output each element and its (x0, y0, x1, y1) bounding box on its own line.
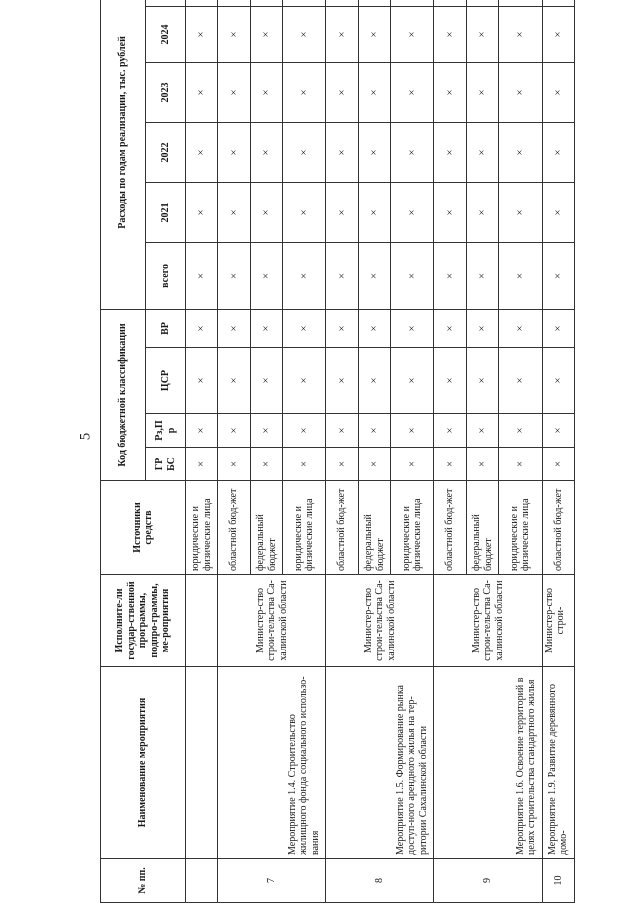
event-name: Мероприятие 1.6. Освоение территорий в целях строительства стандартного жилья (434, 667, 542, 859)
value-cell: × (186, 414, 218, 448)
value-cell (499, 0, 542, 6)
value-cell: × (499, 448, 542, 481)
value-cell: × (326, 348, 358, 414)
header-total: всего (146, 242, 186, 309)
value-cell: × (250, 448, 282, 481)
value-cell: × (358, 6, 390, 62)
executor: Министер-ство строи-тельства Са-халинской области (218, 575, 326, 667)
value-cell (250, 0, 282, 6)
value-cell: × (391, 122, 434, 182)
value-cell: × (358, 182, 390, 242)
value-cell: × (283, 62, 326, 122)
value-cell: × (499, 348, 542, 414)
value-cell: × (542, 448, 575, 481)
value-cell: × (326, 242, 358, 309)
value-cell: × (391, 309, 434, 347)
header-source: Источники средств (101, 481, 186, 575)
header-rzpr: Рз,П р (146, 414, 186, 448)
row-number (186, 859, 218, 903)
executor: Министер-ство строи-тельства Са-халинской области (326, 575, 434, 667)
funding-source: юридические и физические лица (283, 481, 326, 575)
value-cell: × (434, 309, 466, 347)
value-cell: × (186, 309, 218, 347)
value-cell: × (466, 448, 498, 481)
value-cell: × (218, 122, 250, 182)
funding-source: федеральный бюджет (466, 481, 498, 575)
event-name: Мероприятие 1.9. Развитие деревянного домо- (542, 667, 575, 859)
value-cell: × (434, 6, 466, 62)
value-cell: × (542, 122, 575, 182)
header-name: Наименование мероприятия (101, 667, 186, 859)
value-cell (326, 0, 358, 6)
header-csr: ЦСР (146, 348, 186, 414)
header-year-2021: 2021 (146, 182, 186, 242)
value-cell: × (434, 448, 466, 481)
value-cell: × (326, 182, 358, 242)
value-cell: × (434, 182, 466, 242)
executor: Министер-ство строи-тельства Са-халинской области (434, 575, 542, 667)
value-cell: × (283, 242, 326, 309)
rotated-page (100, 24, 575, 903)
value-cell: × (283, 414, 326, 448)
value-cell: × (186, 62, 218, 122)
funding-source: юридические и физические лица (391, 481, 434, 575)
value-cell: × (391, 62, 434, 122)
value-cell (391, 0, 434, 6)
value-cell: × (499, 6, 542, 62)
value-cell (466, 0, 498, 6)
value-cell (542, 0, 575, 6)
value-cell: × (391, 414, 434, 448)
value-cell: × (283, 348, 326, 414)
value-cell: × (499, 122, 542, 182)
value-cell: × (499, 242, 542, 309)
value-cell: × (250, 348, 282, 414)
value-cell (186, 0, 218, 6)
header-vr: ВР (146, 309, 186, 347)
table-row (218, 0, 250, 903)
table-row (326, 0, 358, 903)
value-cell: × (391, 348, 434, 414)
value-cell: × (283, 309, 326, 347)
header-executor: Исполните-ли государ-ственной программы, подпро-граммы, ме-роприятия (101, 575, 186, 667)
value-cell: × (326, 6, 358, 62)
value-cell (283, 0, 326, 6)
value-cell: × (283, 448, 326, 481)
event-name: Мероприятие 1.4. Строительство жилищного фонда социального использо-вания (218, 667, 326, 859)
value-cell: × (434, 122, 466, 182)
row-number: 9 (434, 859, 542, 903)
value-cell: × (466, 348, 498, 414)
value-cell: × (499, 182, 542, 242)
value-cell: × (250, 62, 282, 122)
value-cell: × (358, 414, 390, 448)
value-cell: × (391, 448, 434, 481)
row-number: 10 (542, 859, 575, 903)
value-cell: × (218, 348, 250, 414)
value-cell: × (250, 242, 282, 309)
value-cell: × (186, 6, 218, 62)
value-cell: × (283, 122, 326, 182)
event-name (186, 667, 218, 859)
value-cell: × (326, 62, 358, 122)
value-cell: × (218, 6, 250, 62)
value-cell: × (434, 348, 466, 414)
header-year-2024: 2024 (146, 6, 186, 62)
funding-source: федеральный бюджет (250, 481, 282, 575)
value-cell: × (358, 309, 390, 347)
value-cell: × (542, 62, 575, 122)
value-cell: × (542, 182, 575, 242)
value-cell: × (326, 448, 358, 481)
value-cell: × (542, 6, 575, 62)
value-cell: × (186, 348, 218, 414)
value-cell: × (250, 309, 282, 347)
funding-source: областной бюд-жет (218, 481, 250, 575)
value-cell: × (466, 182, 498, 242)
row-number: 7 (218, 859, 326, 903)
header-expenses: Расходы по годам реализации, тыс. рублей (101, 0, 146, 309)
table-body (186, 0, 575, 903)
value-cell: × (250, 414, 282, 448)
value-cell: × (218, 448, 250, 481)
value-cell: × (218, 414, 250, 448)
funding-source: юридические и физические лица (499, 481, 542, 575)
value-cell: × (358, 448, 390, 481)
value-cell: × (542, 242, 575, 309)
funding-source: федеральный бюджет (358, 481, 390, 575)
value-cell: × (391, 182, 434, 242)
executor (186, 575, 218, 667)
header-num: № пп. (101, 859, 186, 903)
value-cell: × (250, 182, 282, 242)
value-cell (358, 0, 390, 6)
header-grbs: ГР БС (146, 448, 186, 481)
value-cell: × (542, 348, 575, 414)
value-cell (434, 0, 466, 6)
value-cell: × (499, 414, 542, 448)
value-cell: × (466, 309, 498, 347)
value-cell: × (358, 62, 390, 122)
table-row (542, 0, 575, 903)
value-cell: × (466, 122, 498, 182)
value-cell: × (326, 414, 358, 448)
value-cell: × (283, 182, 326, 242)
value-cell: × (326, 122, 358, 182)
value-cell: × (466, 62, 498, 122)
header-year-2025 (146, 0, 186, 6)
value-cell: × (326, 309, 358, 347)
value-cell: × (466, 414, 498, 448)
value-cell: × (250, 6, 282, 62)
expenses-table (100, 0, 575, 903)
funding-source: областной бюд-жет (434, 481, 466, 575)
value-cell: × (434, 242, 466, 309)
value-cell: × (434, 62, 466, 122)
value-cell: × (434, 414, 466, 448)
table-row (186, 0, 218, 903)
value-cell: × (542, 414, 575, 448)
event-name: Мероприятие 1.5. Формирование рынка доступ-ного арендного жилья на тер-ритории Сахалинской области (326, 667, 434, 859)
value-cell: × (186, 242, 218, 309)
value-cell: × (542, 309, 575, 347)
page-number: 5 (77, 432, 94, 441)
value-cell: × (218, 62, 250, 122)
value-cell: × (499, 62, 542, 122)
value-cell: × (283, 6, 326, 62)
value-cell: × (499, 309, 542, 347)
funding-source: юридические и физические лица (186, 481, 218, 575)
value-cell: × (218, 182, 250, 242)
value-cell: × (391, 242, 434, 309)
value-cell: × (186, 182, 218, 242)
value-cell: × (391, 6, 434, 62)
value-cell: × (358, 122, 390, 182)
value-cell: × (186, 122, 218, 182)
header-year-2023: 2023 (146, 62, 186, 122)
header-year-2022: 2022 (146, 122, 186, 182)
value-cell: × (466, 242, 498, 309)
header-budget-code: Код бюджетной классификации (101, 309, 146, 480)
value-cell (218, 0, 250, 6)
funding-source: областной бюд-жет (542, 481, 575, 575)
value-cell: × (466, 6, 498, 62)
value-cell: × (218, 309, 250, 347)
table-row (434, 0, 466, 903)
value-cell: × (186, 448, 218, 481)
value-cell: × (250, 122, 282, 182)
value-cell: × (218, 242, 250, 309)
row-number: 8 (326, 859, 434, 903)
executor: Министер-ство строи- (542, 575, 575, 667)
funding-source: областной бюд-жет (326, 481, 358, 575)
value-cell: × (358, 348, 390, 414)
value-cell: × (358, 242, 390, 309)
